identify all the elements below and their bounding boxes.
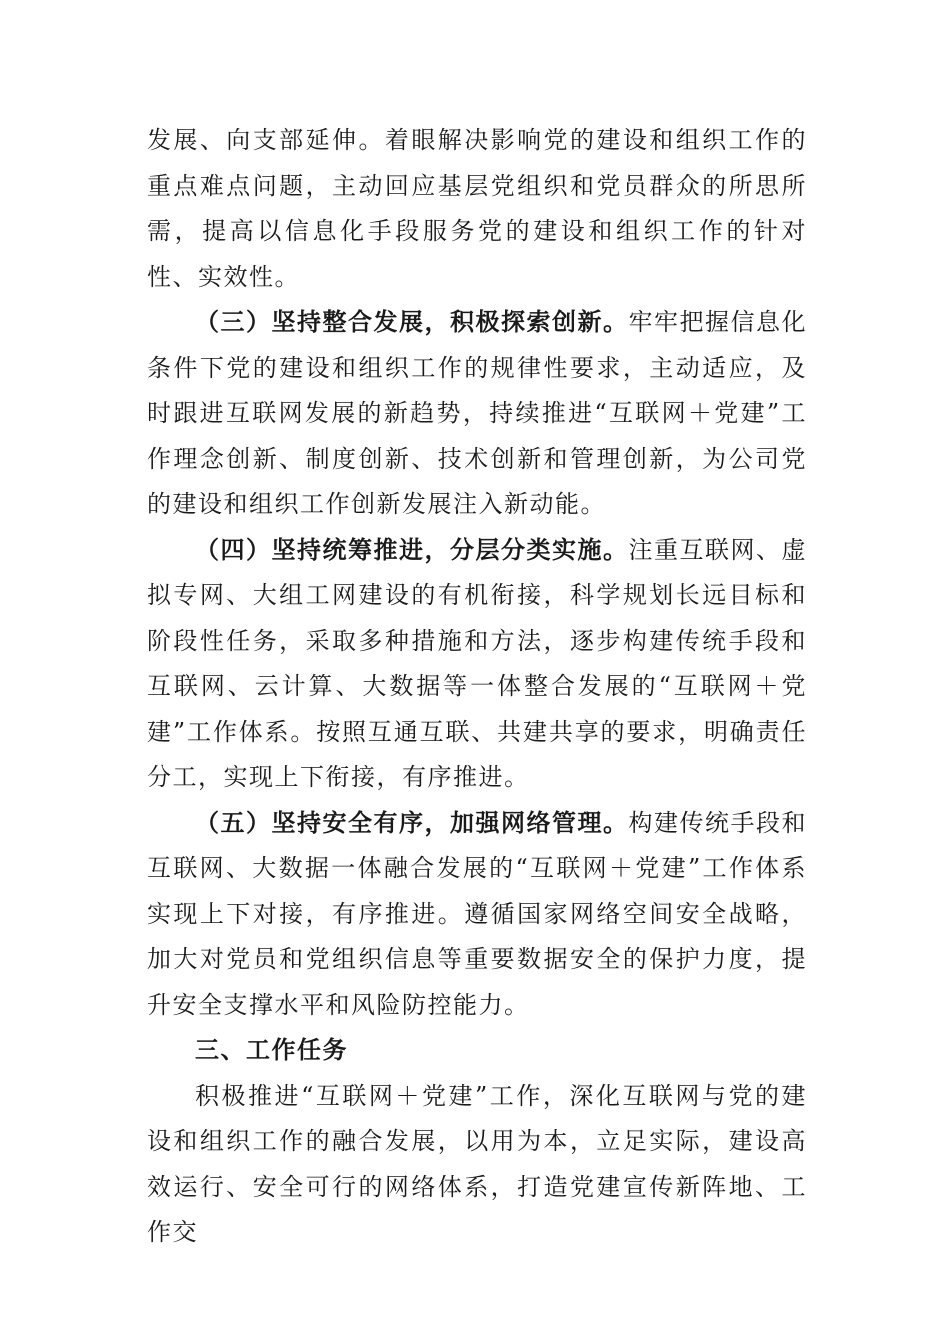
document-body	[147, 118, 807, 1256]
paragraph-text: 注重互联网、虚拟专网、大组工网建设的有机衔接，科学规划长远目标和阶段性任务，采取多种措施和方法，逐步构建传统手段和互联网、云计算、大数据等一体整合发展的“互联网＋党建”工作体系。按照互通互联、共建共享的要求，明确责任分工，实现上下衔接，有序推进。	[147, 535, 807, 791]
paragraph-text: 发展、向支部延伸。着眼解决影响党的建设和组织工作的重点难点问题，主动回应基层党组织和党员群众的所思所需，提高以信息化手段服务党的建设和组织工作的针对性、实效性。	[147, 126, 807, 291]
paragraph-continuation	[147, 118, 807, 300]
paragraph-principle-4	[147, 528, 807, 801]
paragraph-work-tasks	[147, 1074, 807, 1256]
paragraph-text: 积极推进“互联网＋党建”工作，深化互联网与党的建设和组织工作的融合发展，以用为本，立足实际，建设高效运行、安全可行的网络体系，打造党建宣传新阵地、工作交	[147, 1081, 807, 1246]
paragraph-lead-heading: （五）坚持安全有序，加强网络管理。	[195, 808, 629, 837]
paragraph-principle-5	[147, 801, 807, 1029]
paragraph-lead-heading: （四）坚持统筹推进，分层分类实施。	[195, 535, 629, 564]
paragraph-principle-3	[147, 300, 807, 528]
paragraph-text: 构建传统手段和互联网、大数据一体融合发展的“互联网＋党建”工作体系实现上下对接，有序推进。遵循国家网络空间安全战略，加大对党员和党组织信息等重要数据安全的保护力度，提升安全支撑水平和风险防控能力。	[147, 808, 807, 1019]
paragraph-lead-heading: （三）坚持整合发展，积极探索创新。	[195, 308, 629, 336]
paragraph-text: 牢牢把握信息化条件下党的建设和组织工作的规律性要求，主动适应，及时跟进互联网发展的新趋势，持续推进“互联网＋党建”工作理念创新、制度创新、技术创新和管理创新，为公司党的建设和组织工作创新发展注入新动能。	[147, 308, 807, 518]
section-heading: 三、工作任务	[195, 1036, 348, 1064]
